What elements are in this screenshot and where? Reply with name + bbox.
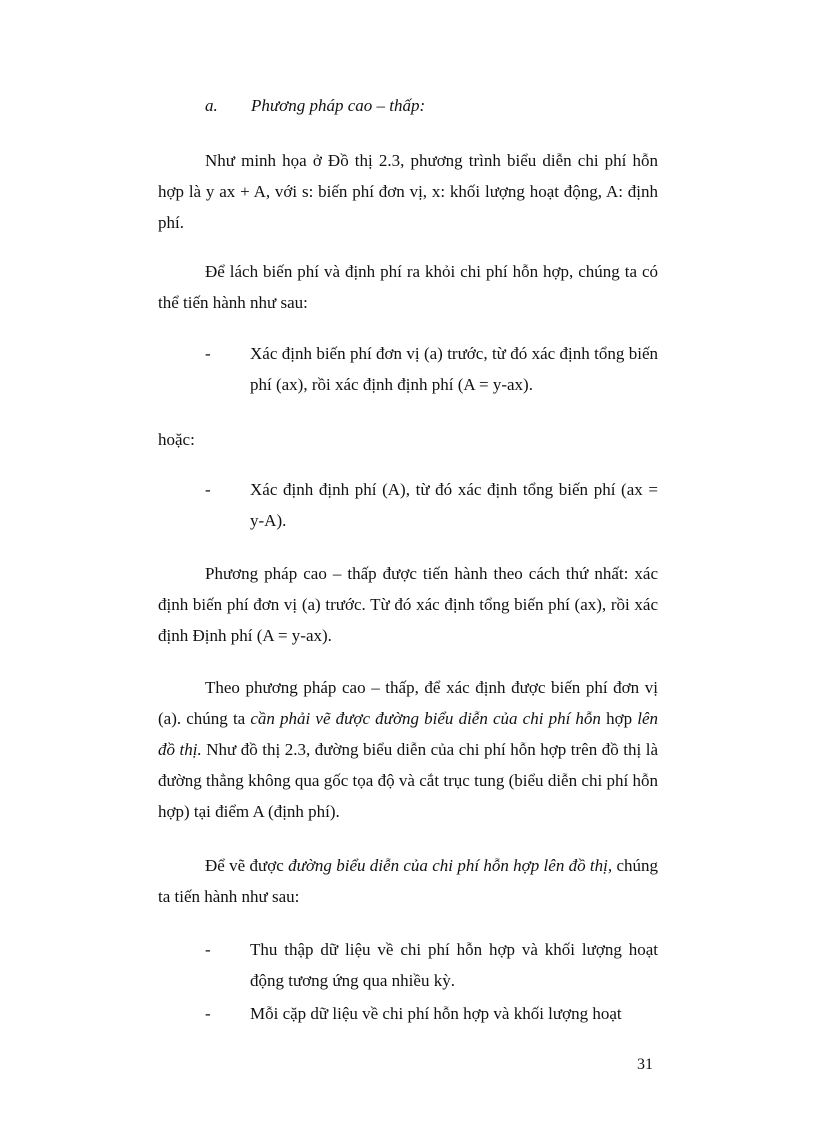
bullet-dash: - — [205, 480, 211, 499]
p4-text-e: Như đồ thị 2.3, đường biểu diễn của chi phí hỗn hợp trên đồ thị là đường thẳng không qua gốc tọa độ và cắt trục tung (biểu diễn chi phí hỗn hợp) tại điểm A (định phí). — [158, 740, 658, 821]
p5-text-a: Để vẽ được — [205, 856, 289, 875]
bullet-dash: - — [205, 1004, 211, 1023]
heading-number: a. — [205, 96, 218, 115]
p5-italic-b: đường biểu diễn của chi phí hỗn hợp lên đồ thị, — [288, 856, 613, 875]
paragraph-1: Như minh họa ở Đồ thị 2.3, phương trình biểu diễn chi phí hỗn hợp là y ax + A, với s: biến phí đơn vị, x: khối lượng hoạt động, A: định phí. — [158, 151, 658, 232]
bullet-text: Xác định định phí (A), từ đó xác định tổng biến phí (ax = y-A). — [250, 480, 658, 530]
paragraph-2: Để lách biến phí và định phí ra khỏi chi phí hỗn hợp, chúng ta có thể tiến hành như sau: — [158, 262, 658, 312]
bullet-text: Mỗi cặp dữ liệu về chi phí hỗn hợp và khối lượng hoạt — [250, 1004, 622, 1023]
p4-text-c: hợp — [600, 709, 638, 728]
bullet-text: Xác định biến phí đơn vị (a) trước, từ đó xác định tổng biến phí (ax), rồi xác định định phí (A = y-ax). — [250, 344, 658, 394]
paragraph-3: Phương pháp cao – thấp được tiến hành theo cách thứ nhất: xác định biến phí đơn vị (a) trước. Từ đó xác định tổng biến phí (ax), rồi xác định Định phí (A = y-ax). — [158, 564, 658, 645]
paragraph-4 — [158, 672, 658, 827]
section-heading — [205, 96, 425, 116]
p4-text-a: Theo phương pháp cao – thấp, để xác định được biến phí đơn vị (a). chúng ta — [158, 678, 658, 728]
heading-text: Phương pháp cao – thấp: — [251, 96, 426, 115]
bullet-dash: - — [205, 940, 211, 959]
or-line: hoặc: — [158, 430, 195, 449]
p4-italic-b: cần phải vẽ được đường biểu diễn của chi phí hỗn — [250, 709, 601, 728]
bullet-dash: - — [205, 344, 211, 363]
page-number: 31 — [637, 1056, 653, 1073]
p4-italic-d: lên đồ thị. — [158, 709, 658, 759]
bullet-text: Thu thập dữ liệu về chi phí hỗn hợp và khối lượng hoạt động tương ứng qua nhiều kỳ. — [250, 940, 658, 990]
p5-text-c: chúng ta tiến hành như sau: — [158, 856, 658, 906]
paragraph-5 — [158, 850, 658, 912]
